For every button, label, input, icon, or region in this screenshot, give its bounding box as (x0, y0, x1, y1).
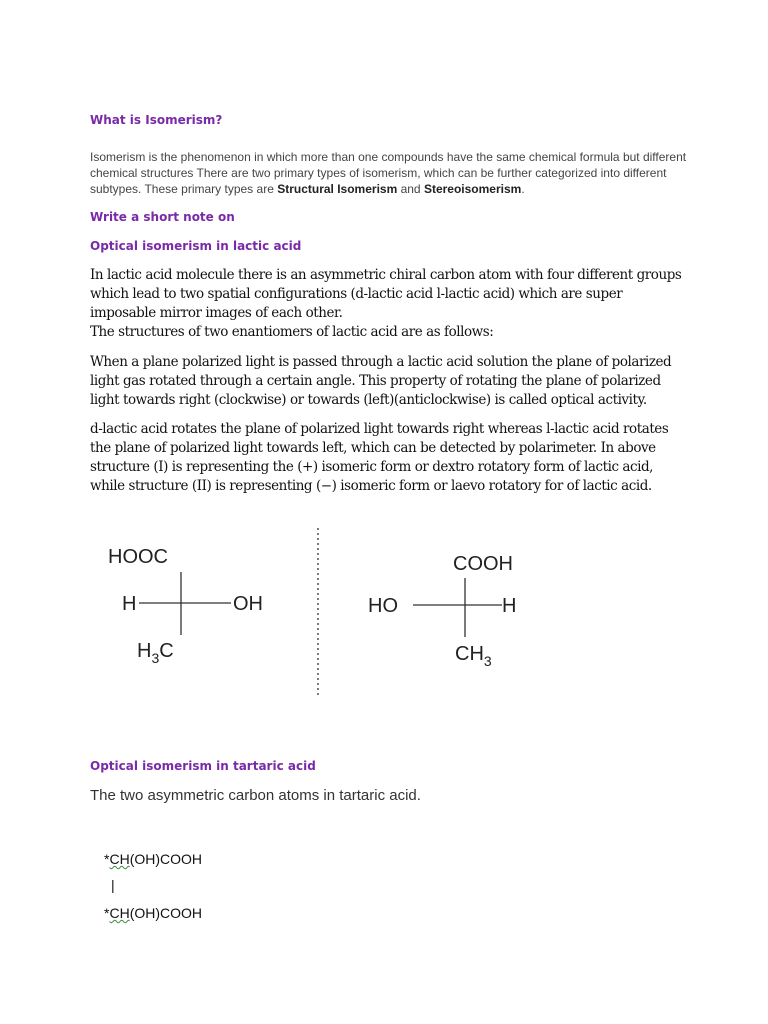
paragraph-lactic-chiral (90, 266, 690, 342)
heading-what-is-isomerism: What is Isomerism? (90, 113, 223, 127)
structure-II (368, 553, 516, 669)
period-text: . (521, 182, 525, 196)
paragraph-tartaric: The two asymmetric carbon atoms in tartaric acid. (90, 787, 421, 804)
right-right-group: H (502, 595, 517, 617)
left-left-group: H (122, 593, 137, 615)
ch-group-2: CH (109, 905, 130, 921)
left-right-group: OH (233, 593, 263, 615)
formula-bond: | (111, 877, 115, 893)
structural-isomerism-term: Structural Isomerism (277, 182, 398, 196)
formula-rest-1: (OH)COOH (129, 851, 203, 867)
lactic-enantiomers-text: The structures of two enantiomers of lactic acid are as follows: (90, 324, 494, 340)
heading-lactic-acid: Optical isomerism in lactic acid (90, 239, 302, 253)
paragraph-d-l-lactic: d-lactic acid rotates the plane of polarized light towards right whereas l-lactic acid rotates the plane of polarized light towards left, which can be detected by polarimeter. In above structure (I) is representing the (+) isomeric form or dextro rotatory form of lactic acid, while structure (II) is representing (−) isomeric form or laevo rotatory for of lactic acid. (90, 421, 669, 494)
heading-short-note: Write a short note on (90, 210, 235, 224)
paragraph-optical-activity: When a plane polarized light is passed through a lactic acid solution the plane of polarized light gas rotated through a certain angle. This property of rotating the plane of polarized light towards right (clockwise) or towards (left)(anticlockwise) is called optical activity. (90, 354, 672, 408)
formula-line-1 (104, 851, 202, 867)
lactic-chiral-text: In lactic acid molecule there is an asymmetric chiral carbon atom with four different groups which lead to two spatial configurations (d-lactic acid l-lactic acid) which are super imposable mirror images of each other. (90, 267, 682, 321)
left-bottom-group: $H_3C$ (137, 640, 174, 666)
formula-rest-2: (OH)COOH (129, 905, 203, 921)
right-left-group: HO (368, 595, 398, 617)
right-top-group: COOH (453, 553, 513, 575)
definition-text: Isomerism is the phenomenon in which more than one compounds have the same chemical formula but different chemical structures There are two primary types of isomerism, which can be further categorized into different subtypes. These primary types are (90, 150, 687, 196)
ch-group-1: CH (109, 851, 130, 867)
left-top-group: HOOC (108, 546, 168, 568)
chiral-star-1: * (104, 851, 110, 867)
lactic-acid-structures (0, 520, 768, 710)
chiral-star-2: * (104, 905, 110, 921)
structure-I (108, 546, 263, 666)
heading-tartaric-acid: Optical isomerism in tartaric acid (90, 759, 316, 773)
paragraph-isomerism-definition (90, 149, 690, 197)
formula-line-2 (104, 905, 202, 921)
conjunction-text: and (397, 182, 424, 196)
right-bottom-group: $CH_3$ (455, 643, 492, 669)
stereoisomerism-term: Stereoisomerism (423, 182, 522, 196)
